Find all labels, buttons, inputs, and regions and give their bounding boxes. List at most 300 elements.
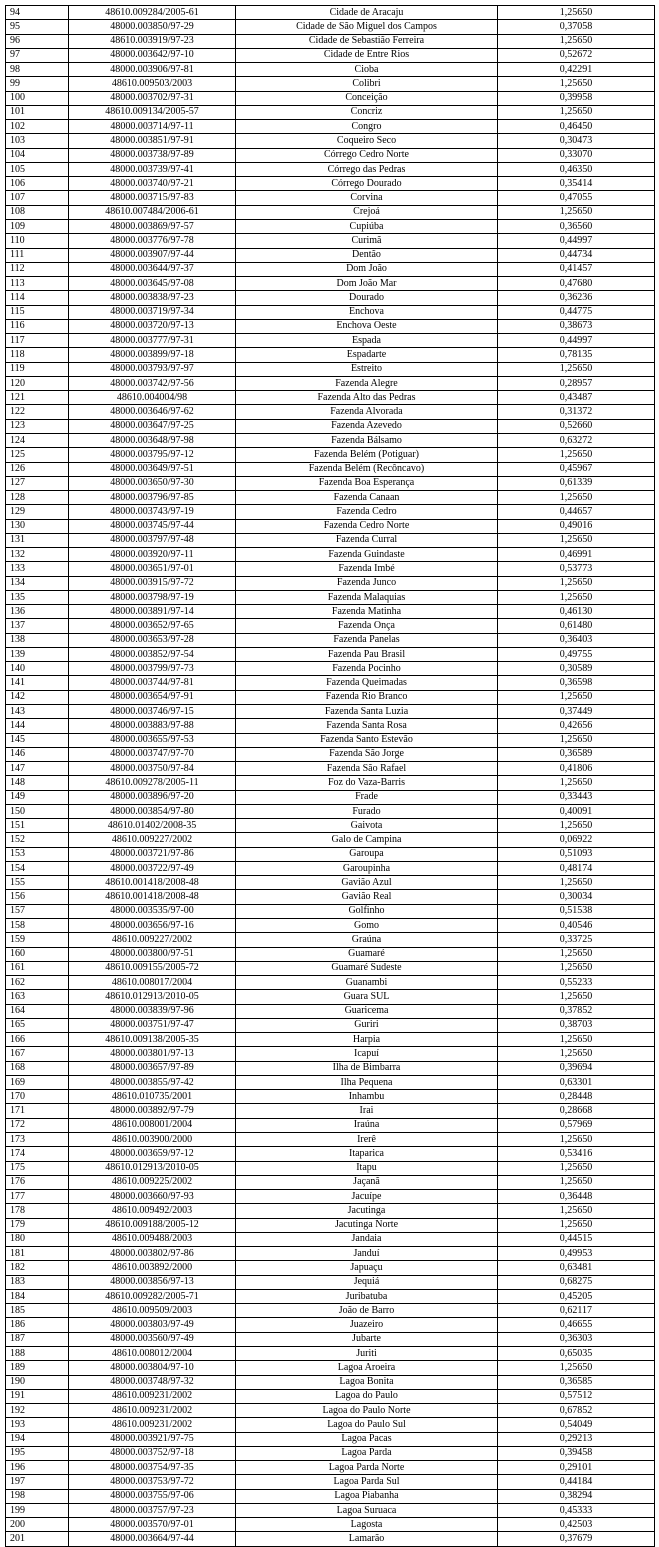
field-name-cell: Fazenda Pocinho: [236, 662, 498, 676]
field-name-cell: Juazeiro: [236, 1318, 498, 1332]
field-name-cell: Fazenda Malaquias: [236, 590, 498, 604]
process-number-cell: 48000.003754/97-35: [69, 1461, 236, 1475]
process-number-cell: 48000.003660/97-93: [69, 1190, 236, 1204]
row-number-cell: 185: [6, 1304, 69, 1318]
value-cell: 0,68275: [498, 1275, 655, 1289]
field-name-cell: Fazenda Alto das Pedras: [236, 391, 498, 405]
process-number-cell: 48000.003856/97-13: [69, 1275, 236, 1289]
value-cell: 1,25650: [498, 819, 655, 833]
row-number-cell: 173: [6, 1132, 69, 1146]
value-cell: 1,25650: [498, 590, 655, 604]
row-number-cell: 189: [6, 1361, 69, 1375]
process-number-cell: 48610.009155/2005-72: [69, 961, 236, 975]
table-row: [6, 690, 655, 704]
value-cell: 0,41806: [498, 762, 655, 776]
field-name-cell: Cidade de Entre Rios: [236, 48, 498, 62]
field-name-cell: Ilha Pequena: [236, 1075, 498, 1089]
row-number-cell: 194: [6, 1432, 69, 1446]
value-cell: 1,25650: [498, 690, 655, 704]
row-number-cell: 177: [6, 1190, 69, 1204]
field-name-cell: Dentão: [236, 248, 498, 262]
row-number-cell: 116: [6, 319, 69, 333]
value-cell: 0,36598: [498, 676, 655, 690]
value-cell: 0,42291: [498, 63, 655, 77]
table-row: [6, 976, 655, 990]
row-number-cell: 132: [6, 548, 69, 562]
table-row: [6, 1204, 655, 1218]
field-name-cell: Espadarte: [236, 348, 498, 362]
row-number-cell: 133: [6, 562, 69, 576]
table-row: [6, 177, 655, 191]
row-number-cell: 143: [6, 705, 69, 719]
value-cell: 0,33443: [498, 790, 655, 804]
process-number-cell: 48000.003921/97-75: [69, 1432, 236, 1446]
field-name-cell: Concriz: [236, 105, 498, 119]
process-number-cell: 48000.003799/97-73: [69, 662, 236, 676]
table-row: [6, 1332, 655, 1346]
field-name-cell: Fazenda Santo Estevão: [236, 733, 498, 747]
field-name-cell: Enchova Oeste: [236, 319, 498, 333]
process-number-cell: 48610.001418/2008-48: [69, 876, 236, 890]
value-cell: 0,45333: [498, 1503, 655, 1517]
row-number-cell: 112: [6, 262, 69, 276]
row-number-cell: 104: [6, 148, 69, 162]
value-cell: 0,33725: [498, 933, 655, 947]
process-number-cell: 48000.003802/97-86: [69, 1247, 236, 1261]
table-row: [6, 1132, 655, 1146]
process-number-cell: 48000.003850/97-29: [69, 20, 236, 34]
table-row: [6, 961, 655, 975]
row-number-cell: 129: [6, 505, 69, 519]
value-cell: 0,37679: [498, 1532, 655, 1546]
row-number-cell: 154: [6, 861, 69, 875]
table-row: [6, 1489, 655, 1503]
field-name-cell: Jacutinga Norte: [236, 1218, 498, 1232]
process-number-cell: 48000.003800/97-51: [69, 947, 236, 961]
process-number-cell: 48000.003896/97-20: [69, 790, 236, 804]
field-name-cell: Guaricema: [236, 1004, 498, 1018]
table-row: [6, 476, 655, 490]
value-cell: 0,51538: [498, 904, 655, 918]
value-cell: 1,25650: [498, 1161, 655, 1175]
row-number-cell: 197: [6, 1475, 69, 1489]
table-row: [6, 63, 655, 77]
value-cell: 0,49953: [498, 1247, 655, 1261]
process-number-cell: 48000.003851/97-91: [69, 134, 236, 148]
table-row: [6, 234, 655, 248]
process-number-cell: 48610.01402/2008-35: [69, 819, 236, 833]
field-name-cell: Lamarão: [236, 1532, 498, 1546]
row-number-cell: 168: [6, 1061, 69, 1075]
field-name-cell: Conceição: [236, 91, 498, 105]
process-number-cell: 48610.009231/2002: [69, 1404, 236, 1418]
row-number-cell: 125: [6, 448, 69, 462]
value-cell: 0,42656: [498, 719, 655, 733]
value-cell: 1,25650: [498, 1175, 655, 1189]
row-number-cell: 187: [6, 1332, 69, 1346]
process-number-cell: 48000.003752/97-18: [69, 1446, 236, 1460]
row-number-cell: 151: [6, 819, 69, 833]
table-row: [6, 1475, 655, 1489]
process-number-cell: 48000.003721/97-86: [69, 847, 236, 861]
process-number-cell: 48610.003892/2000: [69, 1261, 236, 1275]
value-cell: 1,25650: [498, 576, 655, 590]
field-name-cell: Fazenda São Rafael: [236, 762, 498, 776]
process-number-cell: 48000.003645/97-08: [69, 277, 236, 291]
value-cell: 1,25650: [498, 1033, 655, 1047]
value-cell: 0,40091: [498, 804, 655, 818]
row-number-cell: 120: [6, 376, 69, 390]
field-name-cell: Golfinho: [236, 904, 498, 918]
process-number-cell: 48610.009231/2002: [69, 1418, 236, 1432]
process-number-cell: 48610.003900/2000: [69, 1132, 236, 1146]
field-name-cell: Córrego Cedro Norte: [236, 148, 498, 162]
process-number-cell: 48610.009509/2003: [69, 1304, 236, 1318]
process-number-cell: 48000.003795/97-12: [69, 448, 236, 462]
table-row: [6, 605, 655, 619]
process-number-cell: 48610.009227/2002: [69, 833, 236, 847]
value-cell: 0,44997: [498, 334, 655, 348]
process-number-cell: 48610.009284/2005-61: [69, 6, 236, 20]
process-number-cell: 48000.003702/97-31: [69, 91, 236, 105]
table-row: [6, 1104, 655, 1118]
process-number-cell: 48000.003892/97-79: [69, 1104, 236, 1118]
field-name-cell: Guamaré: [236, 947, 498, 961]
value-cell: 0,63301: [498, 1075, 655, 1089]
field-name-cell: Irai: [236, 1104, 498, 1118]
field-name-cell: Guanambi: [236, 976, 498, 990]
process-number-cell: 48000.003644/97-37: [69, 262, 236, 276]
value-cell: 0,44657: [498, 505, 655, 519]
field-name-cell: Itapu: [236, 1161, 498, 1175]
process-number-cell: 48000.003883/97-88: [69, 719, 236, 733]
table-row: [6, 162, 655, 176]
field-name-cell: Dourado: [236, 291, 498, 305]
value-cell: 1,25650: [498, 990, 655, 1004]
row-number-cell: 107: [6, 191, 69, 205]
process-number-cell: 48000.003907/97-44: [69, 248, 236, 262]
field-name-cell: Cioba: [236, 63, 498, 77]
field-name-cell: Fazenda Rio Branco: [236, 690, 498, 704]
value-cell: 1,25650: [498, 1204, 655, 1218]
value-cell: 0,46350: [498, 162, 655, 176]
process-number-cell: 48610.012913/2010-05: [69, 1161, 236, 1175]
value-cell: 0,52672: [498, 48, 655, 62]
row-number-cell: 105: [6, 162, 69, 176]
process-number-cell: 48000.003750/97-84: [69, 762, 236, 776]
process-number-cell: 48610.009278/2005-11: [69, 776, 236, 790]
table-row: [6, 491, 655, 505]
table-row: [6, 505, 655, 519]
row-number-cell: 180: [6, 1232, 69, 1246]
table-row: [6, 1175, 655, 1189]
value-cell: 0,63272: [498, 433, 655, 447]
process-number-cell: 48000.003650/97-30: [69, 476, 236, 490]
value-cell: 0,45205: [498, 1289, 655, 1303]
value-cell: 0,06922: [498, 833, 655, 847]
table-row: [6, 1503, 655, 1517]
row-number-cell: 169: [6, 1075, 69, 1089]
table-row: [6, 1147, 655, 1161]
process-number-cell: 48000.003722/97-49: [69, 861, 236, 875]
field-name-cell: Jacutinga: [236, 1204, 498, 1218]
value-cell: 0,44734: [498, 248, 655, 262]
value-cell: 0,53416: [498, 1147, 655, 1161]
row-number-cell: 103: [6, 134, 69, 148]
process-number-cell: 48000.003648/97-98: [69, 433, 236, 447]
value-cell: 0,39958: [498, 91, 655, 105]
field-name-cell: Lagosta: [236, 1518, 498, 1532]
value-cell: 0,65035: [498, 1346, 655, 1360]
value-cell: 0,37449: [498, 705, 655, 719]
field-name-cell: Fazenda Santa Luzia: [236, 705, 498, 719]
table-row: [6, 1047, 655, 1061]
process-number-cell: 48000.003798/97-19: [69, 590, 236, 604]
process-number-cell: 48610.007484/2006-61: [69, 205, 236, 219]
value-cell: 1,25650: [498, 34, 655, 48]
process-number-cell: 48000.003804/97-10: [69, 1361, 236, 1375]
value-cell: 0,37852: [498, 1004, 655, 1018]
row-number-cell: 144: [6, 719, 69, 733]
field-name-cell: Dom João Mar: [236, 277, 498, 291]
process-number-cell: 48000.003655/97-53: [69, 733, 236, 747]
table-row: [6, 1461, 655, 1475]
row-number-cell: 141: [6, 676, 69, 690]
row-number-cell: 140: [6, 662, 69, 676]
row-number-cell: 108: [6, 205, 69, 219]
field-name-cell: Dom João: [236, 262, 498, 276]
row-number-cell: 179: [6, 1218, 69, 1232]
table-row: [6, 719, 655, 733]
field-name-cell: Juriti: [236, 1346, 498, 1360]
value-cell: 0,29213: [498, 1432, 655, 1446]
row-number-cell: 153: [6, 847, 69, 861]
table-row: [6, 548, 655, 562]
field-name-cell: Colibri: [236, 77, 498, 91]
row-number-cell: 137: [6, 619, 69, 633]
table-row: [6, 1247, 655, 1261]
process-number-cell: 48000.003570/97-01: [69, 1518, 236, 1532]
table-body: [6, 6, 655, 1547]
field-name-cell: Fazenda Matinha: [236, 605, 498, 619]
table-row: [6, 733, 655, 747]
process-number-cell: 48000.003906/97-81: [69, 63, 236, 77]
table-row: [6, 576, 655, 590]
value-cell: 1,25650: [498, 6, 655, 20]
field-name-cell: Fazenda Curral: [236, 533, 498, 547]
table-row: [6, 904, 655, 918]
process-number-cell: 48000.003748/97-32: [69, 1375, 236, 1389]
row-number-cell: 171: [6, 1104, 69, 1118]
value-cell: 0,67852: [498, 1404, 655, 1418]
process-number-cell: 48000.003838/97-23: [69, 291, 236, 305]
field-name-cell: Jequiá: [236, 1275, 498, 1289]
field-name-cell: Foz do Vaza-Barris: [236, 776, 498, 790]
table-row: [6, 919, 655, 933]
row-number-cell: 201: [6, 1532, 69, 1546]
row-number-cell: 190: [6, 1375, 69, 1389]
value-cell: 0,47680: [498, 277, 655, 291]
process-number-cell: 48000.003720/97-13: [69, 319, 236, 333]
row-number-cell: 175: [6, 1161, 69, 1175]
process-number-cell: 48610.009188/2005-12: [69, 1218, 236, 1232]
field-name-cell: Jacuípe: [236, 1190, 498, 1204]
value-cell: 0,46130: [498, 605, 655, 619]
table-row: [6, 391, 655, 405]
value-cell: 0,36448: [498, 1190, 655, 1204]
process-number-cell: 48000.003560/97-49: [69, 1332, 236, 1346]
table-row: [6, 462, 655, 476]
process-number-cell: 48000.003852/97-54: [69, 647, 236, 661]
process-number-cell: 48000.003642/97-10: [69, 48, 236, 62]
value-cell: 0,46655: [498, 1318, 655, 1332]
table-row: [6, 819, 655, 833]
field-name-cell: Fazenda Alegre: [236, 376, 498, 390]
process-number-cell: 48000.003744/97-81: [69, 676, 236, 690]
field-name-cell: Harpia: [236, 1033, 498, 1047]
process-number-cell: 48000.003755/97-06: [69, 1489, 236, 1503]
process-number-cell: 48000.003747/97-70: [69, 747, 236, 761]
field-name-cell: Fazenda Santa Rosa: [236, 719, 498, 733]
table-row: [6, 20, 655, 34]
row-number-cell: 155: [6, 876, 69, 890]
value-cell: 0,33070: [498, 148, 655, 162]
process-number-cell: 48610.001418/2008-48: [69, 890, 236, 904]
row-number-cell: 196: [6, 1461, 69, 1475]
process-number-cell: 48610.009282/2005-71: [69, 1289, 236, 1303]
row-number-cell: 157: [6, 904, 69, 918]
field-name-cell: Fazenda Queimadas: [236, 676, 498, 690]
value-cell: 1,25650: [498, 362, 655, 376]
process-number-cell: 48000.003751/97-47: [69, 1018, 236, 1032]
process-number-cell: 48000.003796/97-85: [69, 491, 236, 505]
value-cell: 0,36403: [498, 633, 655, 647]
process-number-cell: 48000.003652/97-65: [69, 619, 236, 633]
value-cell: 0,36585: [498, 1375, 655, 1389]
value-cell: 1,25650: [498, 1132, 655, 1146]
table-row: [6, 248, 655, 262]
process-number-cell: 48610.009225/2002: [69, 1175, 236, 1189]
table-row: [6, 647, 655, 661]
process-number-cell: 48000.003649/97-51: [69, 462, 236, 476]
table-row: [6, 676, 655, 690]
table-row: [6, 34, 655, 48]
value-cell: 0,55233: [498, 976, 655, 990]
table-row: [6, 1446, 655, 1460]
field-name-cell: Córrego das Pedras: [236, 162, 498, 176]
table-row: [6, 376, 655, 390]
field-name-cell: Fazenda Belém (Potiguar): [236, 448, 498, 462]
table-row: [6, 1004, 655, 1018]
table-row: [6, 590, 655, 604]
row-number-cell: 178: [6, 1204, 69, 1218]
value-cell: 0,61480: [498, 619, 655, 633]
value-cell: 1,25650: [498, 961, 655, 975]
field-name-cell: Fazenda Cedro: [236, 505, 498, 519]
value-cell: 1,25650: [498, 533, 655, 547]
row-number-cell: 193: [6, 1418, 69, 1432]
table-row: [6, 219, 655, 233]
field-name-cell: Córrego Dourado: [236, 177, 498, 191]
table-row: [6, 148, 655, 162]
process-number-cell: 48000.003753/97-72: [69, 1475, 236, 1489]
table-row: [6, 861, 655, 875]
row-number-cell: 182: [6, 1261, 69, 1275]
value-cell: 0,47055: [498, 191, 655, 205]
row-number-cell: 118: [6, 348, 69, 362]
value-cell: 0,35414: [498, 177, 655, 191]
table-row: [6, 334, 655, 348]
process-number-cell: 48000.003647/97-25: [69, 419, 236, 433]
data-table: [5, 5, 655, 1547]
process-number-cell: 48000.003915/97-72: [69, 576, 236, 590]
row-number-cell: 191: [6, 1389, 69, 1403]
table-row: [6, 1190, 655, 1204]
table-row: [6, 947, 655, 961]
value-cell: 0,54049: [498, 1418, 655, 1432]
process-number-cell: 48000.003839/97-96: [69, 1004, 236, 1018]
field-name-cell: Fazenda Junco: [236, 576, 498, 590]
row-number-cell: 119: [6, 362, 69, 376]
table-row: [6, 790, 655, 804]
value-cell: 1,25650: [498, 1218, 655, 1232]
process-number-cell: 48000.003854/97-80: [69, 804, 236, 818]
table-row: [6, 362, 655, 376]
value-cell: 0,62117: [498, 1304, 655, 1318]
value-cell: 0,46450: [498, 120, 655, 134]
row-number-cell: 195: [6, 1446, 69, 1460]
process-number-cell: 48610.008012/2004: [69, 1346, 236, 1360]
row-number-cell: 149: [6, 790, 69, 804]
field-name-cell: Graúna: [236, 933, 498, 947]
field-name-cell: Lagoa Piabanha: [236, 1489, 498, 1503]
value-cell: 0,53773: [498, 562, 655, 576]
row-number-cell: 158: [6, 919, 69, 933]
field-name-cell: Lagoa Parda Norte: [236, 1461, 498, 1475]
row-number-cell: 188: [6, 1346, 69, 1360]
field-name-cell: Enchova: [236, 305, 498, 319]
field-name-cell: Congro: [236, 120, 498, 134]
row-number-cell: 134: [6, 576, 69, 590]
table-row: [6, 1361, 655, 1375]
value-cell: 1,25650: [498, 1361, 655, 1375]
field-name-cell: Fazenda Alvorada: [236, 405, 498, 419]
field-name-cell: Irerê: [236, 1132, 498, 1146]
table-row: [6, 191, 655, 205]
value-cell: 0,37058: [498, 20, 655, 34]
process-number-cell: 48610.009134/2005-57: [69, 105, 236, 119]
field-name-cell: Ilha de Bimbarra: [236, 1061, 498, 1075]
field-name-cell: Jaçanã: [236, 1175, 498, 1189]
process-number-cell: 48000.003777/97-31: [69, 334, 236, 348]
process-number-cell: 48000.003797/97-48: [69, 533, 236, 547]
value-cell: 0,44775: [498, 305, 655, 319]
row-number-cell: 117: [6, 334, 69, 348]
value-cell: 0,57512: [498, 1389, 655, 1403]
process-number-cell: 48000.003646/97-62: [69, 405, 236, 419]
row-number-cell: 115: [6, 305, 69, 319]
row-number-cell: 114: [6, 291, 69, 305]
process-number-cell: 48000.003743/97-19: [69, 505, 236, 519]
value-cell: 1,25650: [498, 733, 655, 747]
field-name-cell: Lagoa do Paulo: [236, 1389, 498, 1403]
process-number-cell: 48000.003739/97-41: [69, 162, 236, 176]
row-number-cell: 198: [6, 1489, 69, 1503]
field-name-cell: Guara SUL: [236, 990, 498, 1004]
row-number-cell: 106: [6, 177, 69, 191]
value-cell: 0,36589: [498, 747, 655, 761]
row-number-cell: 109: [6, 219, 69, 233]
